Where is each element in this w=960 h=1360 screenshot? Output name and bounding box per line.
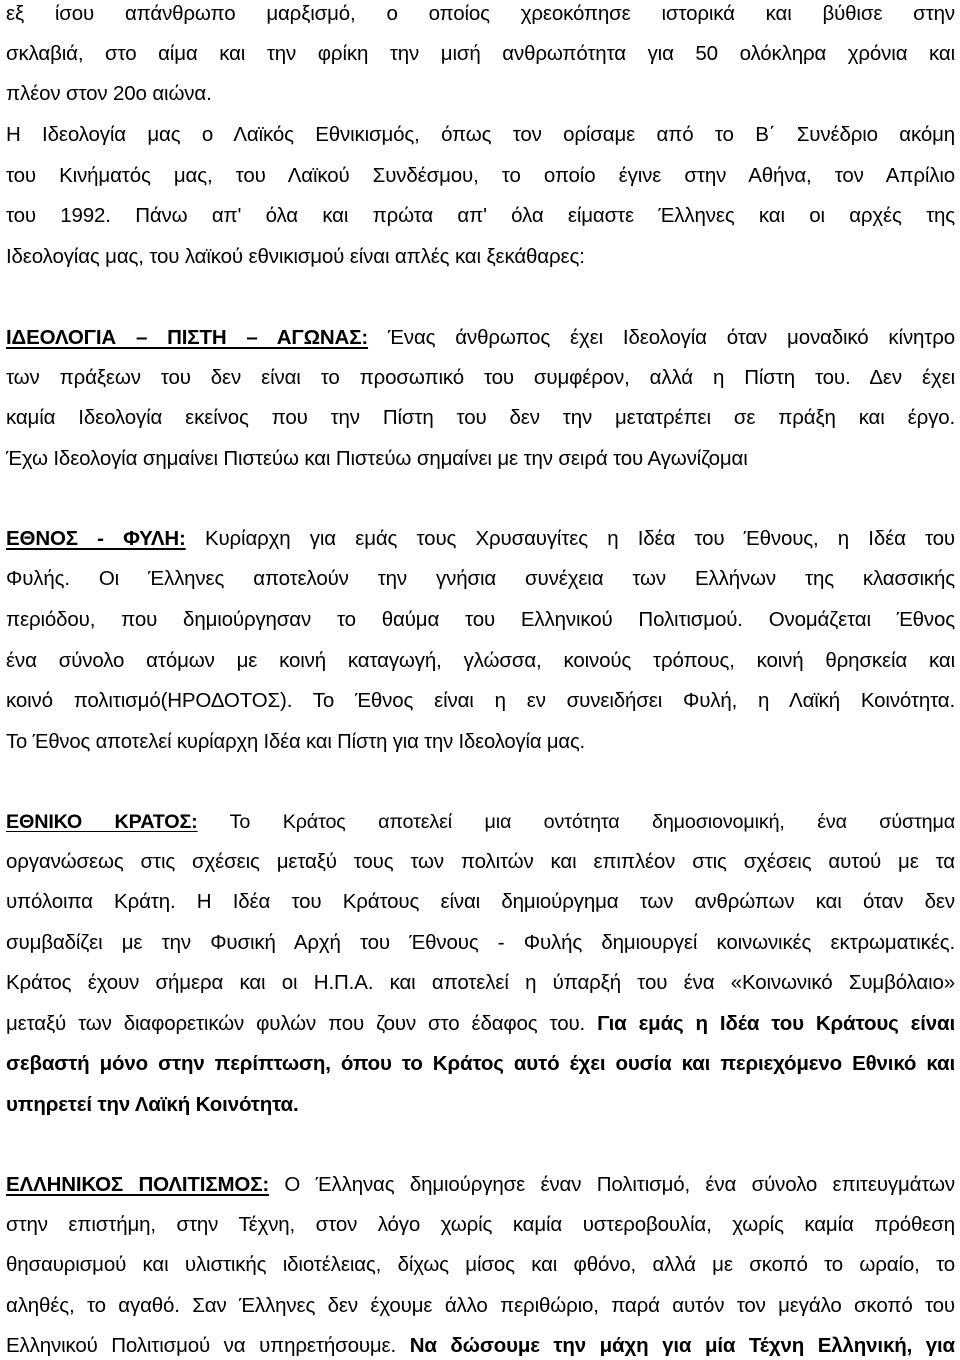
text-line: του 1992. Πάνω απ' όλα και πρώτα απ' όλα είμαστε Έλληνες και οι αρχές της — [6, 204, 955, 227]
text-line: αληθές, το αγαθό. Σαν Έλληνες δεν έχουμε άλλο περιθώριο, παρά αυτόν τον μεγάλο σκοπό του — [6, 1294, 955, 1317]
text-run: Ελληνικού Πολιτισμού να υπηρετήσουμε. — [6, 1334, 410, 1357]
text-run: Κυρίαρχη για εμάς τους Χρυσαυγίτες η Ιδέα του Έθνους, η Ιδέα του — [185, 527, 955, 550]
section-culture-first-line — [6, 1165, 955, 1205]
bold-text-line: υπηρετεί την Λαϊκή Κοινότητα. — [6, 1093, 299, 1116]
text-line: οργανώσεως στις σχέσεις μεταξύ τους των πολιτών και επιπλέον στις σχέσεις αυτού με τα — [6, 850, 955, 873]
text-line: Έχω Ιδεολογία σημαίνει Πιστεύω και Πιστεύω σημαίνει με την σειρά του Αγωνίζομαι — [6, 447, 748, 470]
section-state-first-line — [6, 802, 955, 842]
text-run: Το Κράτος αποτελεί μια οντότητα δημοσιονομική, ένα σύστημα — [197, 811, 955, 833]
section-heading-culture: ΕΛΛΗΝΙΚΟΣ ΠΟΛΙΤΙΣΜΟΣ: — [6, 1173, 270, 1196]
text-line: πλέον στον 20ο αιώνα. — [6, 82, 212, 105]
section-heading-state: ΕΘΝΙΚΟ ΚΡΑΤΟΣ: — [6, 811, 198, 833]
text-line: Κράτος έχουν σήμερα και οι Η.Π.Α. και αποτελεί η ύπαρξή του ένα «Κοινωνικό Συμβόλαιο» — [6, 971, 955, 994]
text-line: Η Ιδεολογία μας ο Λαϊκός Εθνικισμός, όπως τον ορίσαμε από το Β΄ Συνέδριο ακόμη — [6, 123, 955, 146]
section-heading-ideology: ΙΔΕΟΛΟΓΙΑ – ΠΙΣΤΗ – ΑΓΩΝΑΣ: — [6, 326, 369, 349]
bold-text-run: Για εμάς η Ιδέα του Κράτους είναι — [597, 1012, 955, 1035]
section-heading-nation: ΕΘΝΟΣ - ΦΥΛΗ: — [6, 527, 186, 550]
text-run: Ο Έλληνας δημιούργησε έναν Πολιτισμό, ένα σύνολο επιτευγμάτων — [269, 1173, 955, 1196]
text-run: Ένας άνθρωπος έχει Ιδεολογία όταν μοναδικό κίνητρο — [368, 326, 955, 349]
text-line: του Κινήματός μας, του Λαϊκού Συνδέσμου, το οποίο έγινε στην Αθήνα, τον Απρίλιο — [6, 164, 955, 187]
text-line: σκλαβιά, στο αίμα και την φρίκη την μισή ανθρωπότητα για 50 ολόκληρα χρόνια και — [6, 42, 955, 65]
text-line: Το Έθνος αποτελεί κυρίαρχη Ιδέα και Πίστη για την Ιδεολογία μας. — [6, 731, 586, 753]
text-line: κοινό πολιτισμό(ΗΡΟΔΟΤΟΣ). Το Έθνος είναι η εν συνειδήσει Φυλή, η Λαϊκή Κοινότητα. — [6, 689, 955, 712]
text-line: Ιδεολογίας μας, του λαϊκού εθνικισμού είναι απλές και ξεκάθαρες: — [6, 245, 585, 268]
text-line: ένα σύνολο ατόμων με κοινή καταγωγή, γλώσσα, κοινούς τρόπους, κοινή θρησκεία και — [6, 649, 955, 672]
text-line: Φυλής. Οι Έλληνες αποτελούν την γνήσια συνέχεια των Ελλήνων της κλασσικής — [6, 567, 955, 590]
text-line: συμβαδίζει με την Φυσική Αρχή του Έθνους - Φυλής δημιουργεί κοινωνικές εκτρωματικές. — [6, 931, 955, 954]
text-line: θησαυρισμού και υλιστικής ιδιοτέλειας, δίχως μίσος και φθόνο, αλλά με σκοπό το ωραίο, το — [6, 1253, 955, 1276]
section-nation-first-line — [6, 519, 955, 559]
text-line: στην επιστήμη, στην Τέχνη, στον λόγο χωρίς καμία υστεροβουλία, χωρίς καμία πρόθεση — [6, 1213, 955, 1236]
text-line: υπόλοιπα Κράτη. Η Ιδέα του Κράτους είναι δημιούργημα των ανθρώπων και όταν δεν — [6, 890, 955, 913]
text-line: περιόδου, που δημιούργησαν το θαύμα του Ελληνικού Πολιτισμού. Ονομάζεται Έθνος — [6, 608, 955, 631]
bold-text-run: Να δώσουμε την μάχη για μία Τέχνη Ελληνική, για — [409, 1334, 955, 1357]
text-line: εξ ίσου απάνθρωπο μαρξισμό, ο οποίος χρεοκόπησε ιστορικά και βύθισε στην — [6, 2, 955, 25]
text-line: των πράξεων του δεν είναι το προσωπικό του συμφέρον, αλλά η Πίστη του. Δεν έχει — [6, 366, 955, 389]
state-line-6 — [6, 1004, 955, 1044]
section-ideology-first-line — [6, 318, 955, 358]
bold-text-line: σεβαστή μόνο στην περίπτωση, όπου το Κράτος αυτό έχει ουσία και περιεχόμενο Εθνικό και — [6, 1052, 955, 1075]
text-line: καμία Ιδεολογία εκείνος που την Πίστη του δεν την μετατρέπει σε πράξη και έργο. — [6, 406, 955, 429]
culture-line-5 — [6, 1326, 955, 1360]
text-run: μεταξύ των διαφορετικών φυλών που ζουν στο έδαφος του. — [6, 1012, 598, 1035]
